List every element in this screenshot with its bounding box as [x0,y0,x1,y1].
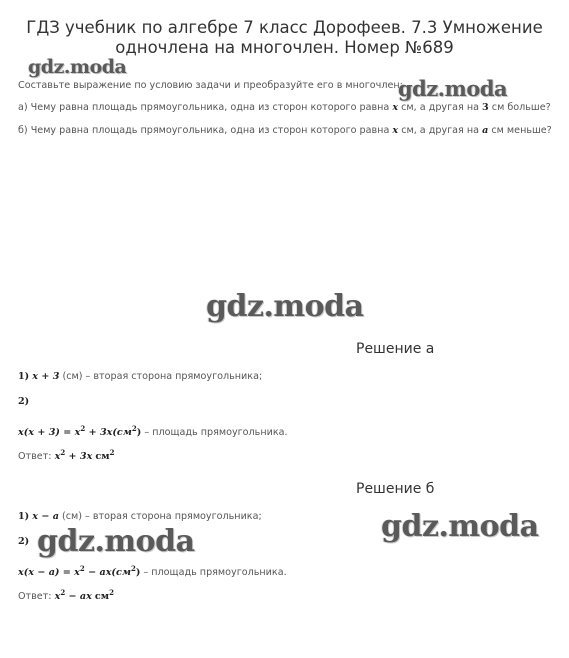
task-b-after: см меньше? [491,125,552,136]
solution-b-equation [18,563,287,578]
solution-b-eq-lhs: x(x − a) = x [18,567,80,578]
solution-a-step-1-text: (см) – вторая сторона прямоугольника; [62,371,263,382]
solution-a-answer-label: Ответ: [18,451,52,462]
task-a-number: 3 [482,102,489,113]
solution-b-eq-middle: − ax(см [84,567,131,578]
watermark-logo: gdz.moda [37,524,195,559]
solution-a-heading: Решение а [356,341,435,357]
task-a-after: см больше? [491,102,551,113]
watermark-logo: gdz.moda [28,56,127,78]
task-a-before: а) Чему равна площадь прямоугольника, одна из сторон которого равна [18,102,390,113]
solution-b-eq-close: ) [135,567,141,578]
task-a-middle: см, а другая на [401,102,479,113]
solution-a-step-1-expression: x + 3 [32,371,60,382]
solution-b-answer-exponent: 2 [60,587,66,597]
solution-a-answer-unit-exponent: 2 [109,447,115,457]
solution-b-answer-expression: x [54,591,61,602]
solution-b-step-2 [18,536,29,547]
page-title [0,18,569,58]
solution-b-answer [18,587,114,602]
solution-a-answer-expression: x [54,451,61,462]
solution-a-step-2-number: 2) [18,396,30,407]
solution-b-step-1-text: (см) – вторая сторона прямоугольника; [62,511,262,522]
solution-b-answer-unit: см [94,591,110,602]
task-a-variable: x [392,102,399,113]
solution-a-eq-lhs: x(x + 3) = x [18,427,81,438]
task-b-middle: см, а другая на [401,125,480,136]
solution-b-answer-rest: − ax [65,591,92,602]
solution-a-equation [18,423,288,438]
solution-b-step-1-expression: x − a [32,511,59,522]
solution-b-eq-exponent-2: 2 [130,563,136,573]
solution-b-eq-exponent-1: 2 [79,563,85,573]
solution-a-eq-exponent-1: 2 [80,423,86,433]
solution-a-step-2 [18,396,29,407]
solution-b-eq-text: – площадь прямоугольника. [143,567,287,578]
solution-a-eq-exponent-2: 2 [131,423,137,433]
task-b-variable: x [392,125,399,136]
solution-b-step-1-number: 1) [18,511,30,522]
solution-a-answer [18,447,115,462]
solution-a-eq-text: – площадь прямоугольника. [144,427,288,438]
solution-a-step-1 [18,371,262,382]
solution-a-answer-unit: см [95,451,110,462]
page-title-line-1: ГДЗ учебник по алгебре 7 класс Дорофеев. 7.3 Умножение [26,18,543,37]
solution-a-eq-middle: + 3x(см [85,427,132,438]
solution-a-step-1-number: 1) [18,371,30,382]
page-title-line-2: одночлена на многочлен. Номер №689 [115,38,454,57]
task-b-parameter: a [482,125,489,136]
watermark-logo: gdz.moda [381,509,539,544]
solution-b-heading: Решение б [356,481,435,497]
solution-a-answer-exponent: 2 [60,447,66,457]
solution-b-step-1 [18,511,262,522]
task-intro: Составьте выражение по условию задачи и преобразуйте его в многочлен: [18,80,403,91]
solution-b-step-2-number: 2) [18,536,30,547]
watermark-logo: gdz.moda [398,76,508,101]
solution-b-answer-label: Ответ: [18,591,52,602]
watermark-logo: gdz.moda [206,289,364,324]
solution-a-answer-rest: + 3x [65,451,93,462]
solution-b-answer-unit-exponent: 2 [109,587,114,597]
task-b-before: б) Чему равна площадь прямоугольника, одна из сторон которого равна [18,125,390,136]
task-part-b [18,125,552,136]
task-part-a [18,102,551,113]
solution-a-eq-close: ) [136,427,142,438]
